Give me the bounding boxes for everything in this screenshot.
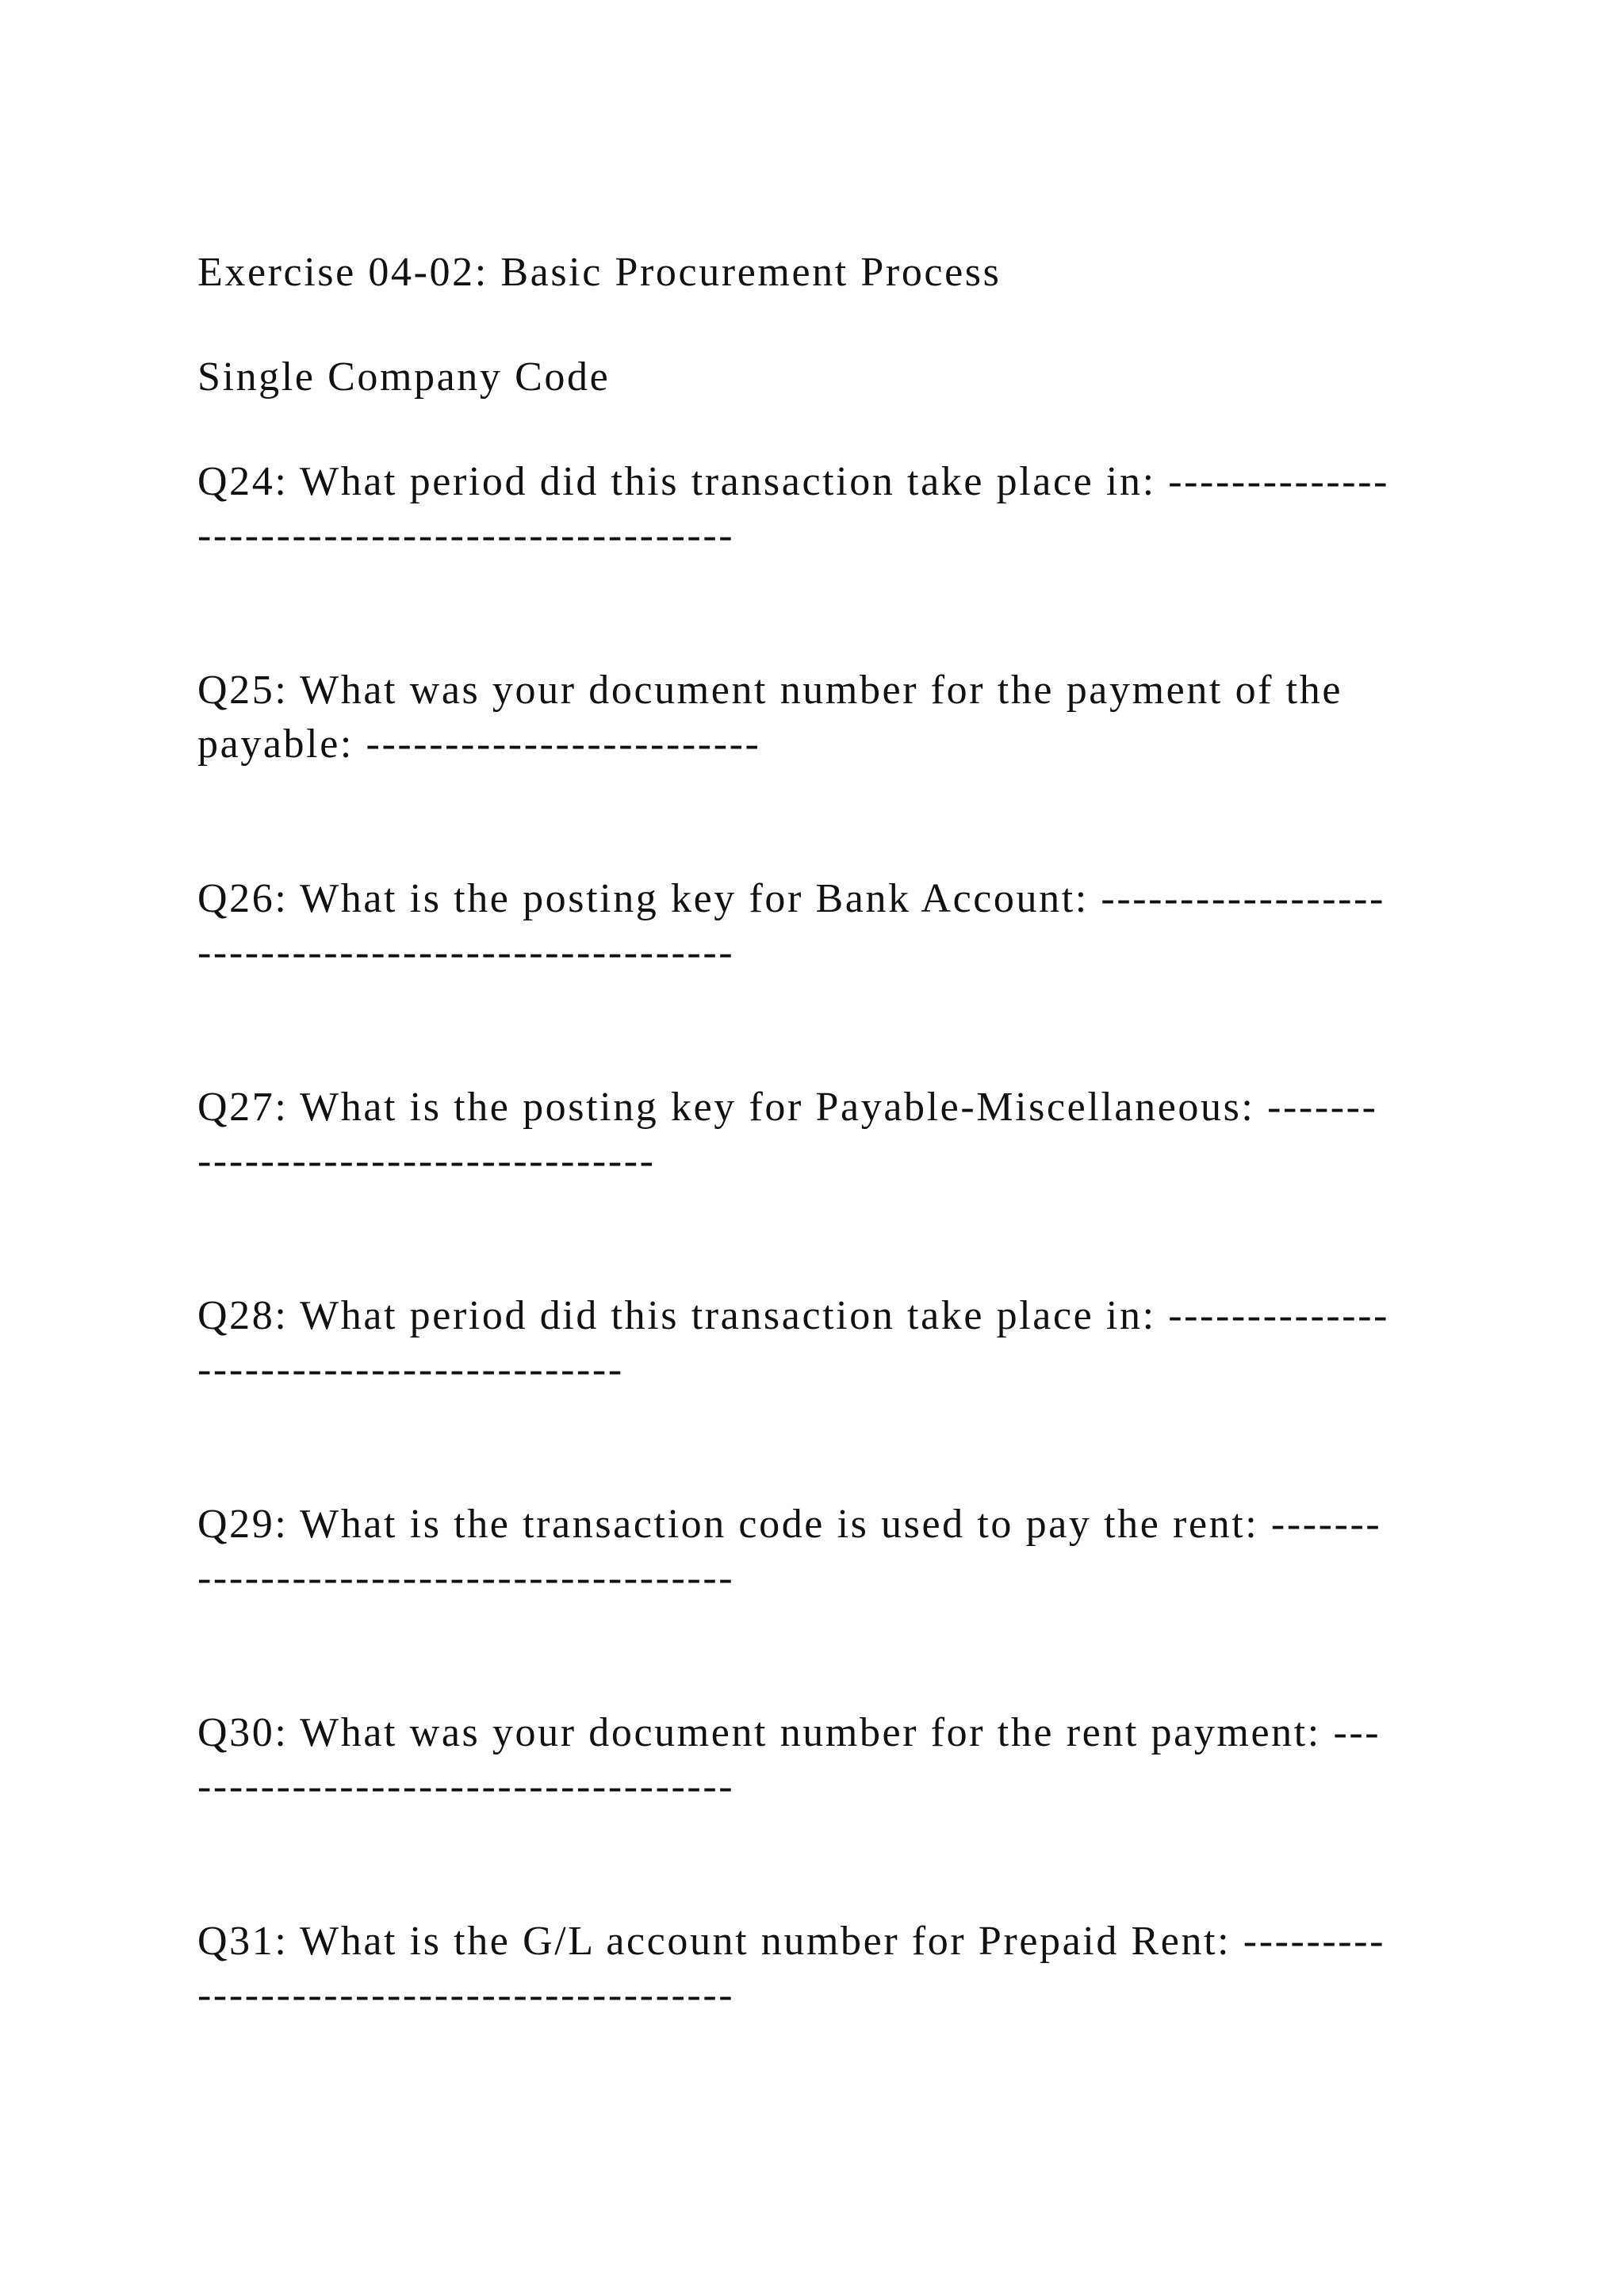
question-q30-line2: ---------------------------------- (197, 1764, 735, 1809)
exercise-subtitle: Single Company Code (197, 354, 611, 400)
question-q25-line1: Q25: What was your document number for the payment of the (197, 668, 1343, 713)
question-q24-line1: Q24: What period did this transaction take place in: -------------- (197, 459, 1390, 504)
question-q28-line2: --------------------------- (197, 1347, 624, 1392)
question-q29-line1: Q29: What is the transaction code is used to pay the rent: ------- (197, 1502, 1382, 1547)
question-q30-line1: Q30: What was your document number for the rent payment: --- (197, 1710, 1381, 1755)
question-q26-line1: Q26: What is the posting key for Bank Account: ------------------ (197, 876, 1385, 921)
question-q31-line2: ---------------------------------- (197, 1973, 735, 2018)
exercise-title: Exercise 04-02: Basic Procurement Process (197, 250, 1002, 295)
question-q26-line2: ---------------------------------- (197, 930, 735, 975)
question-q24-line2: ---------------------------------- (197, 513, 735, 558)
question-q29-line2: ---------------------------------- (197, 1556, 735, 1601)
question-q28-line1: Q28: What period did this transaction take place in: -------------- (197, 1293, 1390, 1338)
question-q27-line2: ----------------------------- (197, 1138, 656, 1184)
question-q27-line1: Q27: What is the posting key for Payable-Miscellaneous: ------- (197, 1085, 1378, 1130)
question-q31-line1: Q31: What is the G/L account number for Prepaid Rent: --------- (197, 1919, 1386, 1964)
question-q25-line2: payable: ------------------------- (197, 721, 761, 767)
